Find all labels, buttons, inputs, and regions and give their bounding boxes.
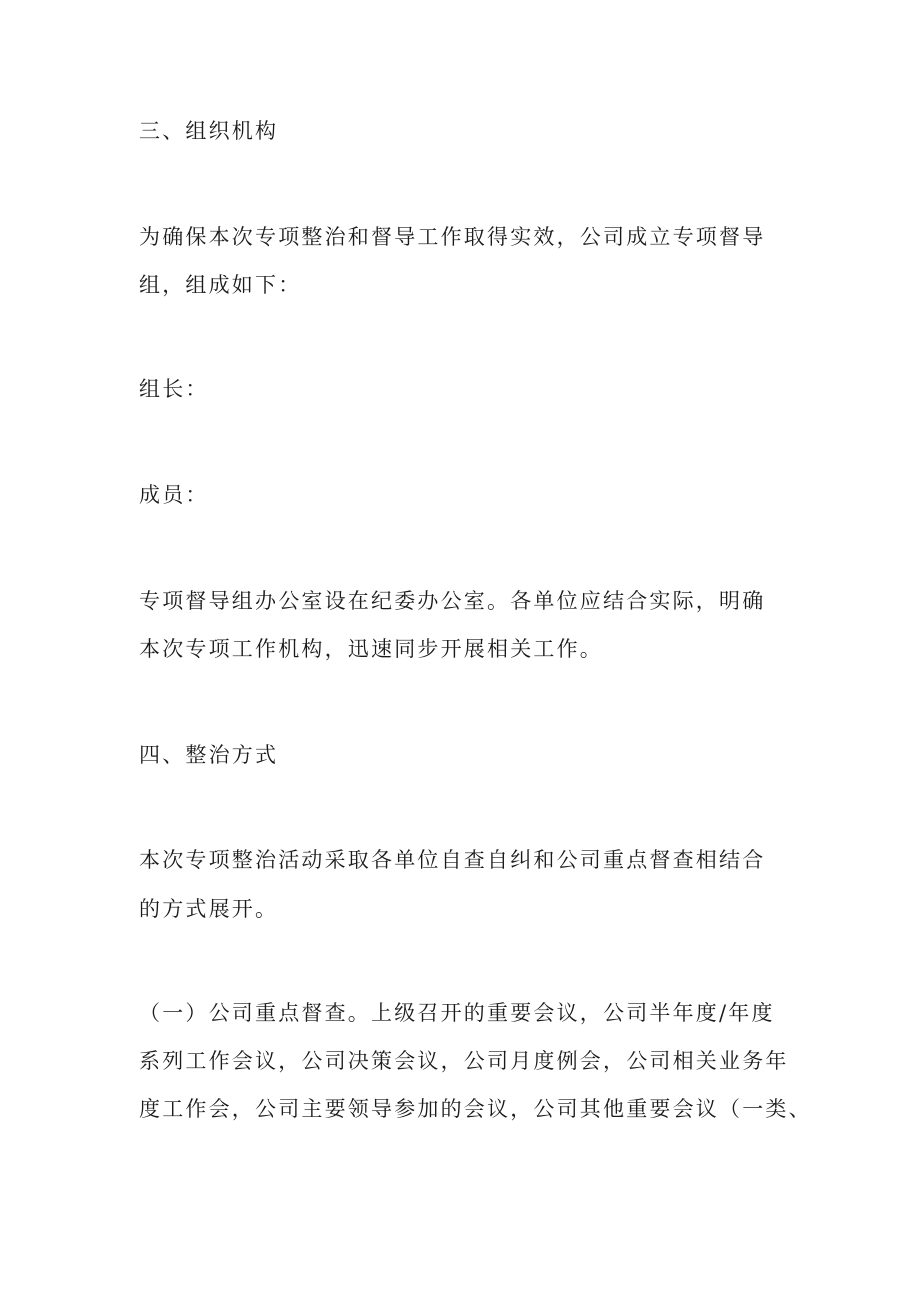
section3-paragraph2-line2: 本次专项工作机构，迅速同步开展相关工作。: [139, 637, 603, 661]
section3-paragraph2-line1: 专项督导组办公室设在纪委办公室。各单位应结合实际，明确: [139, 589, 766, 613]
section3-paragraph1-line2: 组，组成如下：: [139, 273, 302, 297]
section4-item1-line3: 度工作会，公司主要领导参加的会议，公司其他重要会议（一类、: [139, 1097, 812, 1121]
section3-paragraph1-line1: 为确保本次专项整治和督导工作取得实效，公司成立专项督导: [139, 225, 766, 249]
section4-item1-line1: （一）公司重点督查。上级召开的重要会议，公司半年度/年度: [139, 1001, 775, 1025]
section4-heading: 四、整治方式: [139, 743, 279, 767]
leader-label: 组长：: [139, 377, 209, 401]
section4-paragraph1-line1: 本次专项整治活动采取各单位自查自纠和公司重点督查相结合: [139, 848, 766, 872]
section4-paragraph1-line2: 的方式展开。: [139, 897, 279, 921]
section4-item1-line2: 系列工作会议，公司决策会议，公司月度例会，公司相关业务年: [139, 1049, 789, 1073]
members-label: 成员：: [139, 483, 209, 507]
section3-heading: 三、组织机构: [139, 119, 279, 143]
